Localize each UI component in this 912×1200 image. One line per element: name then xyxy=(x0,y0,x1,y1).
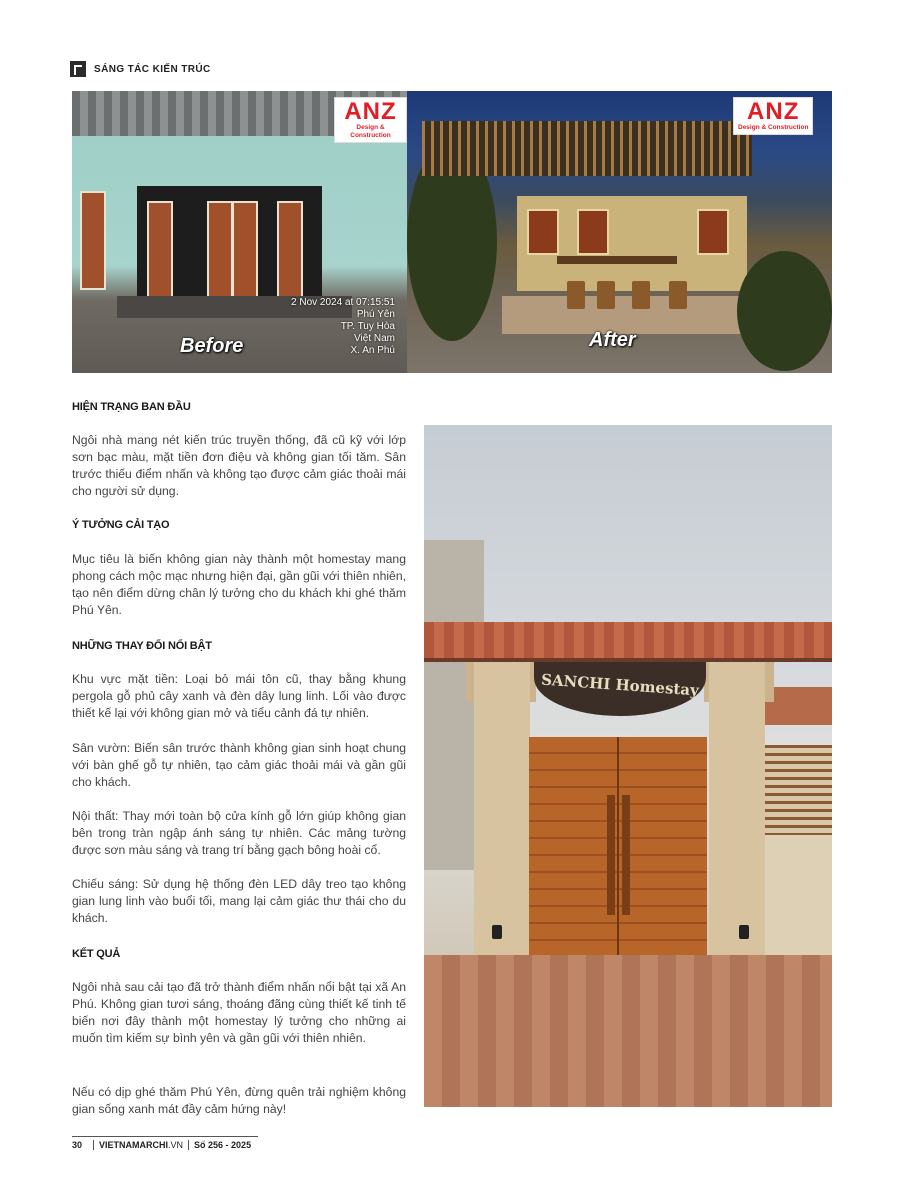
paragraph-result: Ngôi nhà sau cải tạo đã trở thành điểm nhấn nổi bật tại xã An Phú. Không gian tươi sáng, thoáng đãng cùng thiết kế tinh tế biến nơi đây thành một homestay lý tưởng cho những ai muốn tìm kiếm sự bình yên và gần gũi với thiên nhiên. xyxy=(72,980,406,1045)
before-label: Before xyxy=(180,335,244,357)
paragraph-current-state: Ngôi nhà mang nét kiến trúc truyền thống, đã cũ kỹ với lớp sơn bạc màu, mặt tiền đơn điệu và không gian tối tăm. Sân trước thiếu điểm nhấn và không tạo được cảm giác thoải mái cho người sử dụng. xyxy=(72,433,406,498)
page-number: 30 xyxy=(72,1140,83,1150)
paragraph-interior: Nội thất: Thay mới toàn bộ cửa kính gỗ lớn giúp không gian bên trong tràn ngập ánh sáng tự nhiên. Các mảng tường được sơn màu sáng và trang trí bằng gạch bông hoài cổ. xyxy=(72,809,406,857)
site-name: VIETNAMARCHI.VN xyxy=(99,1140,184,1150)
paragraph-invitation: Nếu có dịp ghé thăm Phú Yên, đừng quên trải nghiệm không gian sống xanh mát đầy cảm hứng này! xyxy=(72,1085,406,1116)
section-title: SÁNG TÁC KIẾN TRÚC xyxy=(94,63,211,75)
photo-timestamp: 2 Nov 2024 at 07:15:51 Phú Yên TP. Tuy Hòa Việt Nam X. An Phú xyxy=(291,297,395,356)
paragraph-garden: Sân vườn: Biến sân trước thành không gian sinh hoạt chung với bàn ghế gỗ tự nhiên, tạo cảm giác thoải mái và gần gũi cho khách. xyxy=(72,741,406,789)
after-photo xyxy=(407,91,832,373)
paragraph-facade: Khu vực mặt tiền: Loại bỏ mái tôn cũ, thay bằng khung pergola gỗ phủ cây xanh và đèn dây lung linh. Lối vào được thiết kế lại với không gian mở và tiểu cảnh đá tự nhiên. xyxy=(72,672,406,720)
paragraph-idea: Mục tiêu là biến không gian này thành một homestay mang phong cách mộc mạc nhưng hiện đại, gần gũi với thiên nhiên, tạo nên điểm dừng chân lý tưởng cho du khách khi ghé thăm Phú Yên. xyxy=(72,552,406,617)
anz-logo-after: ANZ Design & Construction xyxy=(733,97,813,135)
issue-number: Số 256 - 2025 xyxy=(194,1140,252,1150)
after-label: After xyxy=(589,329,636,351)
magazine-logo-icon xyxy=(70,61,86,77)
page-footer xyxy=(72,1136,258,1150)
heading-result: KẾT QUẢ xyxy=(72,948,121,960)
before-photo xyxy=(72,91,407,373)
anz-logo-before: ANZ Design & Construction xyxy=(334,97,407,143)
heading-changes: NHỮNG THAY ĐỔI NỔI BẬT xyxy=(72,640,212,652)
heading-current-state: HIỆN TRẠNG BAN ĐẦU xyxy=(72,401,191,413)
homestay-sign-text: SANCHI Homestay xyxy=(540,670,700,700)
heading-idea: Ý TƯỞNG CẢI TẠO xyxy=(72,519,170,531)
before-after-photo xyxy=(72,91,832,373)
page-header xyxy=(70,60,211,78)
paragraph-lighting: Chiếu sáng: Sử dụng hệ thống đèn LED dây treo tạo không gian lung linh vào buổi tối, mang lại cảm giác thư thái cho du khách. xyxy=(72,877,406,925)
homestay-gate-photo xyxy=(424,425,832,1107)
